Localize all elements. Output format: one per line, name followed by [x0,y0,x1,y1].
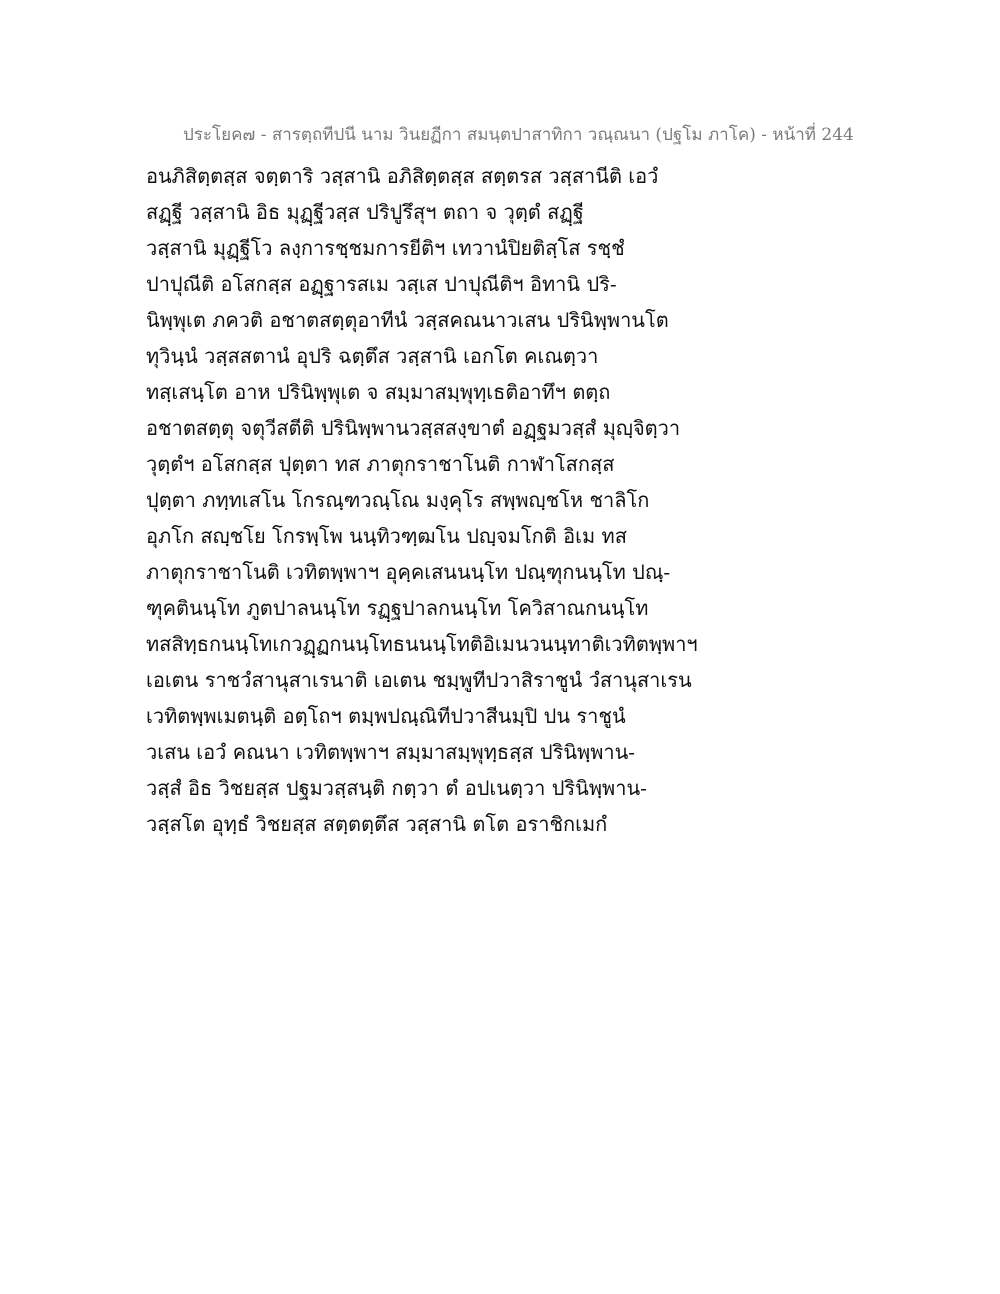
text-line: วสฺสโต อุทฺธํ วิชยสฺส สตฺตตฺตึส วสฺสานิ ตโต อราชิกเมกํ [146,812,608,836]
text-line: ทสฺเสนฺโต อาห ปรินิพฺพุเต จ สมฺมาสมฺพุทฺเธติอาทึฯ ตตฺถ [146,380,611,404]
text-line: ทสสิทฺธกนนฺโทเกวฏฺฏกนนฺโทธนนนฺโทติอิเมนวนนฺทาติเวทิตพฺพาฯ [146,632,698,656]
text-line: ฑุคตินนฺโท ภูตปาลนนฺโท รฏฺฐปาลกนนฺโท โควิสาณกนนฺโท [146,596,649,620]
text-line: วเสน เอวํ คณนา เวทิตพฺพาฯ สมฺมาสมฺพุทฺธสฺส ปรินิพฺพาน- [146,740,636,764]
text-line: ทุวินฺนํ วสฺสสตานํ อุปริ ฉตฺตึส วสฺสานิ เอกโต คเณตฺวา [146,344,599,368]
text-line: นิพฺพุเต ภควติ อชาตสตฺตุอาทีนํ วสฺสคณนาวเสน ปรินิพฺพานโต [146,308,669,332]
text-line: ภาตุกราชาโนติ เวทิตพฺพาฯ อุคฺคเสนนนฺโท ปณฺฑุกนนฺโท ปณฺ- [146,560,671,584]
text-line: วสฺสํ อิธ วิชยสฺส ปฐมวสฺสนฺติ กตฺวา ตํ อปเนตฺวา ปรินิพฺพาน- [146,776,647,800]
text-line: สฏฺฐี วสฺสานิ อิธ มุฏฺฐีวสฺส ปริปูรึสุฯ ตถา จ วุตฺตํ สฏฺฐี [146,200,584,224]
text-line: อุภโก สญฺชโย โกรพฺโพ นนฺทิวฑฺฒโน ปญฺจมโกติ อิเม ทส [146,524,627,548]
text-line: ปาปุณีติ อโสกสฺส อฏฺฐารสเม วสฺเส ปาปุณีติฯ อิทานิ ปริ- [146,272,617,296]
text-line: เอเตน ราชวํสานุสาเรนาติ เอเตน ชมฺพูทีปวาสิราชูนํ วํสานุสาเรน [146,668,692,692]
text-line: อนภิสิตฺตสฺส จตฺตาริ วสฺสานิ อภิสิตฺตสฺส สตฺตรส วสฺสานีติ เอวํ [146,164,659,188]
body-text [146,158,846,842]
text-line: วุตฺตํฯ อโสกสฺส ปุตฺตา ทส ภาตุกราชาโนติ กาฬาโสกสฺส [146,452,615,476]
running-header: ประโยค๗ - สารตฺถทีปนี นาม วินยฏีกา สมนฺตปาสาทิกา วณฺณนา (ปฐโม ภาโค) - หน้าที่ 244 [183,125,854,145]
text-line: เวทิตพฺพเมตนฺติ อตฺโถฯ ตมฺพปณฺณิทีปวาสีนมฺปิ ปน ราชูนํ [146,704,626,728]
text-line: วสฺสานิ มุฏฺฐีโว ลงฺการชฺชมการยีติฯ เทวานํปิยติสฺโส รชฺชํ [146,236,625,260]
text-line: ปุตฺตา ภทฺทเสโน โกรณฺฑวณฺโณ มงฺคุโร สพฺพญฺชโห ชาลิโก [146,488,650,512]
text-line: อชาตสตฺตุ จตุวีสตีติ ปรินิพฺพานวสฺสสงฺขาตํ อฏฺฐมวสฺสํ มุญฺจิตฺวา [146,416,681,440]
